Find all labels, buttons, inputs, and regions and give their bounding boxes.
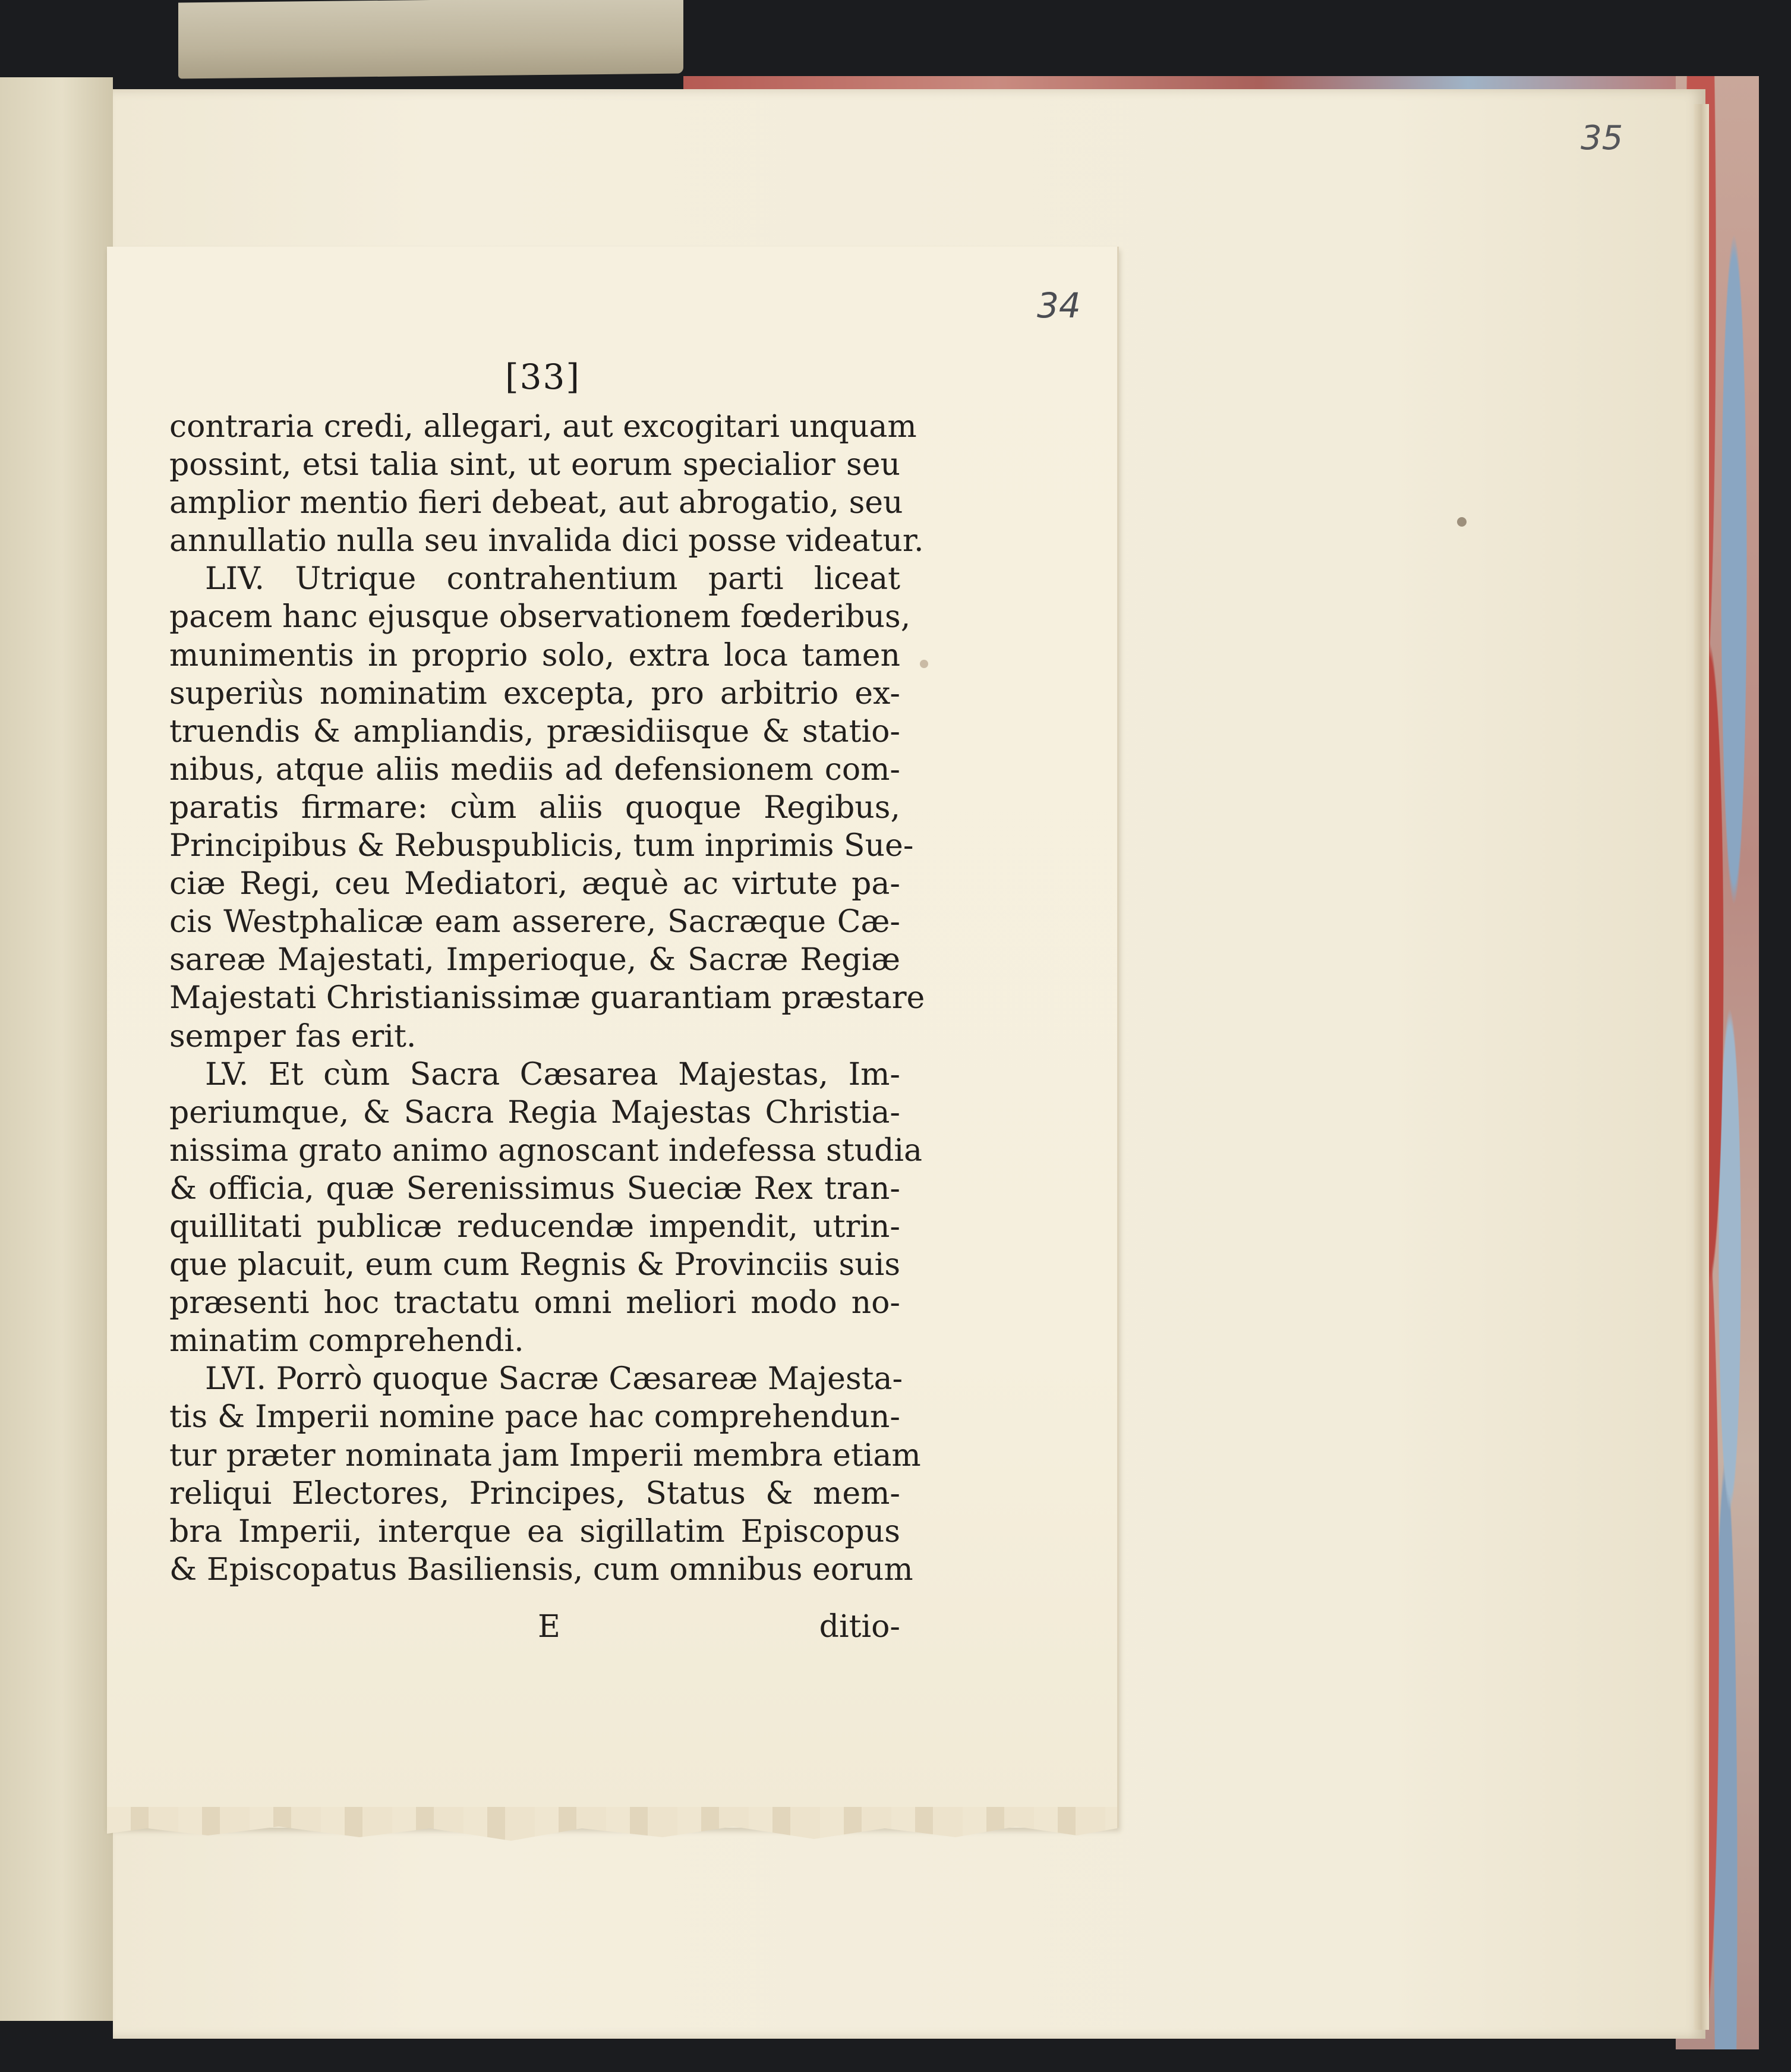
text-line: præsenti hoc tractatu omni meliori modo no-: [169, 1285, 900, 1321]
page-footer: [169, 1609, 900, 1647]
text-line: tur præter nominata jam Imperii membra etiam: [169, 1437, 921, 1473]
text-line: periumque, & Sacra Regia Majestas Christia-: [169, 1094, 900, 1131]
text-line: tis & Imperii nomine pace hac comprehendun-: [169, 1399, 900, 1435]
article-heading-line: LIV. Utrique contrahentium parti liceat: [205, 561, 900, 597]
text-line: sareæ Majestati, Imperioque, & Sacræ Regiæ: [169, 942, 900, 978]
text-line: & Episcopatus Basiliensis, cum omnibus eorum: [169, 1551, 913, 1588]
text-line: bra Imperii, interque ea sigillatim Episcopus: [169, 1513, 900, 1550]
signature-mark: E: [538, 1609, 560, 1645]
text-line: reliqui Electores, Principes, Status & mem-: [169, 1475, 900, 1512]
article-heading-line: LV. Et cùm Sacra Cæsarea Majestas, Im-: [205, 1056, 900, 1092]
text-line: pacem hanc ejusque observationem fœderibus,: [169, 599, 911, 635]
text-line: nibus, atque aliis mediis ad defensionem com-: [169, 751, 900, 788]
text-line: cis Westphalicæ eam asserere, Sacræque Cæ-: [169, 904, 900, 940]
text-line: amplior mentio fieri debeat, aut abrogatio, seu: [169, 485, 903, 521]
paper-stain: [1457, 517, 1467, 527]
text-line: Majestati Christianissimæ guarantiam præstare: [169, 980, 925, 1016]
paper-tab: [178, 0, 683, 78]
catchword: ditio-: [819, 1609, 900, 1645]
article-heading-line: LVI. Porrò quoque Sacræ Cæsareæ Majesta-: [205, 1361, 903, 1397]
text-line: munimentis in proprio solo, extra loca tamen: [169, 637, 900, 673]
handwritten-folio-number-inset: 34: [1037, 285, 1081, 326]
text-line: semper fas erit.: [169, 1018, 417, 1054]
text-line: superiùs nominatim excepta, pro arbitrio ex-: [169, 675, 900, 711]
show-through-text: [6, 398, 101, 1706]
paper-stain: [920, 660, 928, 668]
left-page-edge: [0, 77, 113, 2021]
text-line: ciæ Regi, ceu Mediatori, æquè ac virtute pa-: [169, 866, 900, 902]
text-line: minatim comprehendi.: [169, 1323, 524, 1359]
text-line: Principibus & Rebuspublicis, tum inprimis Sue-: [169, 828, 914, 864]
text-line: possint, etsi talia sint, ut eorum specialior seu: [169, 447, 900, 483]
text-line: quillitati publicæ reducendæ impendit, utrin-: [169, 1208, 900, 1245]
text-line: paratis firmare: cùm aliis quoque Regibus,: [169, 789, 900, 826]
text-line: & officia, quæ Serenissimus Sueciæ Rex tran-: [169, 1170, 900, 1207]
text-line: annullatio nulla seu invalida dici posse videatur.: [169, 523, 924, 559]
printed-page-number: [33]: [505, 357, 581, 397]
right-page-fore-edge: [1694, 104, 1709, 2030]
text-line: que placuit, eum cum Regnis & Provinciis suis: [169, 1247, 900, 1283]
text-line: truendis & ampliandis, præsidiisque & statio-: [169, 713, 900, 750]
handwritten-folio-number-right: 35: [1581, 119, 1623, 158]
body-text: [169, 408, 925, 1589]
text-line: contraria credi, allegari, aut excogitari unquam: [169, 409, 917, 445]
text-line: nissima grato animo agnoscant indefessa studia: [169, 1132, 923, 1169]
